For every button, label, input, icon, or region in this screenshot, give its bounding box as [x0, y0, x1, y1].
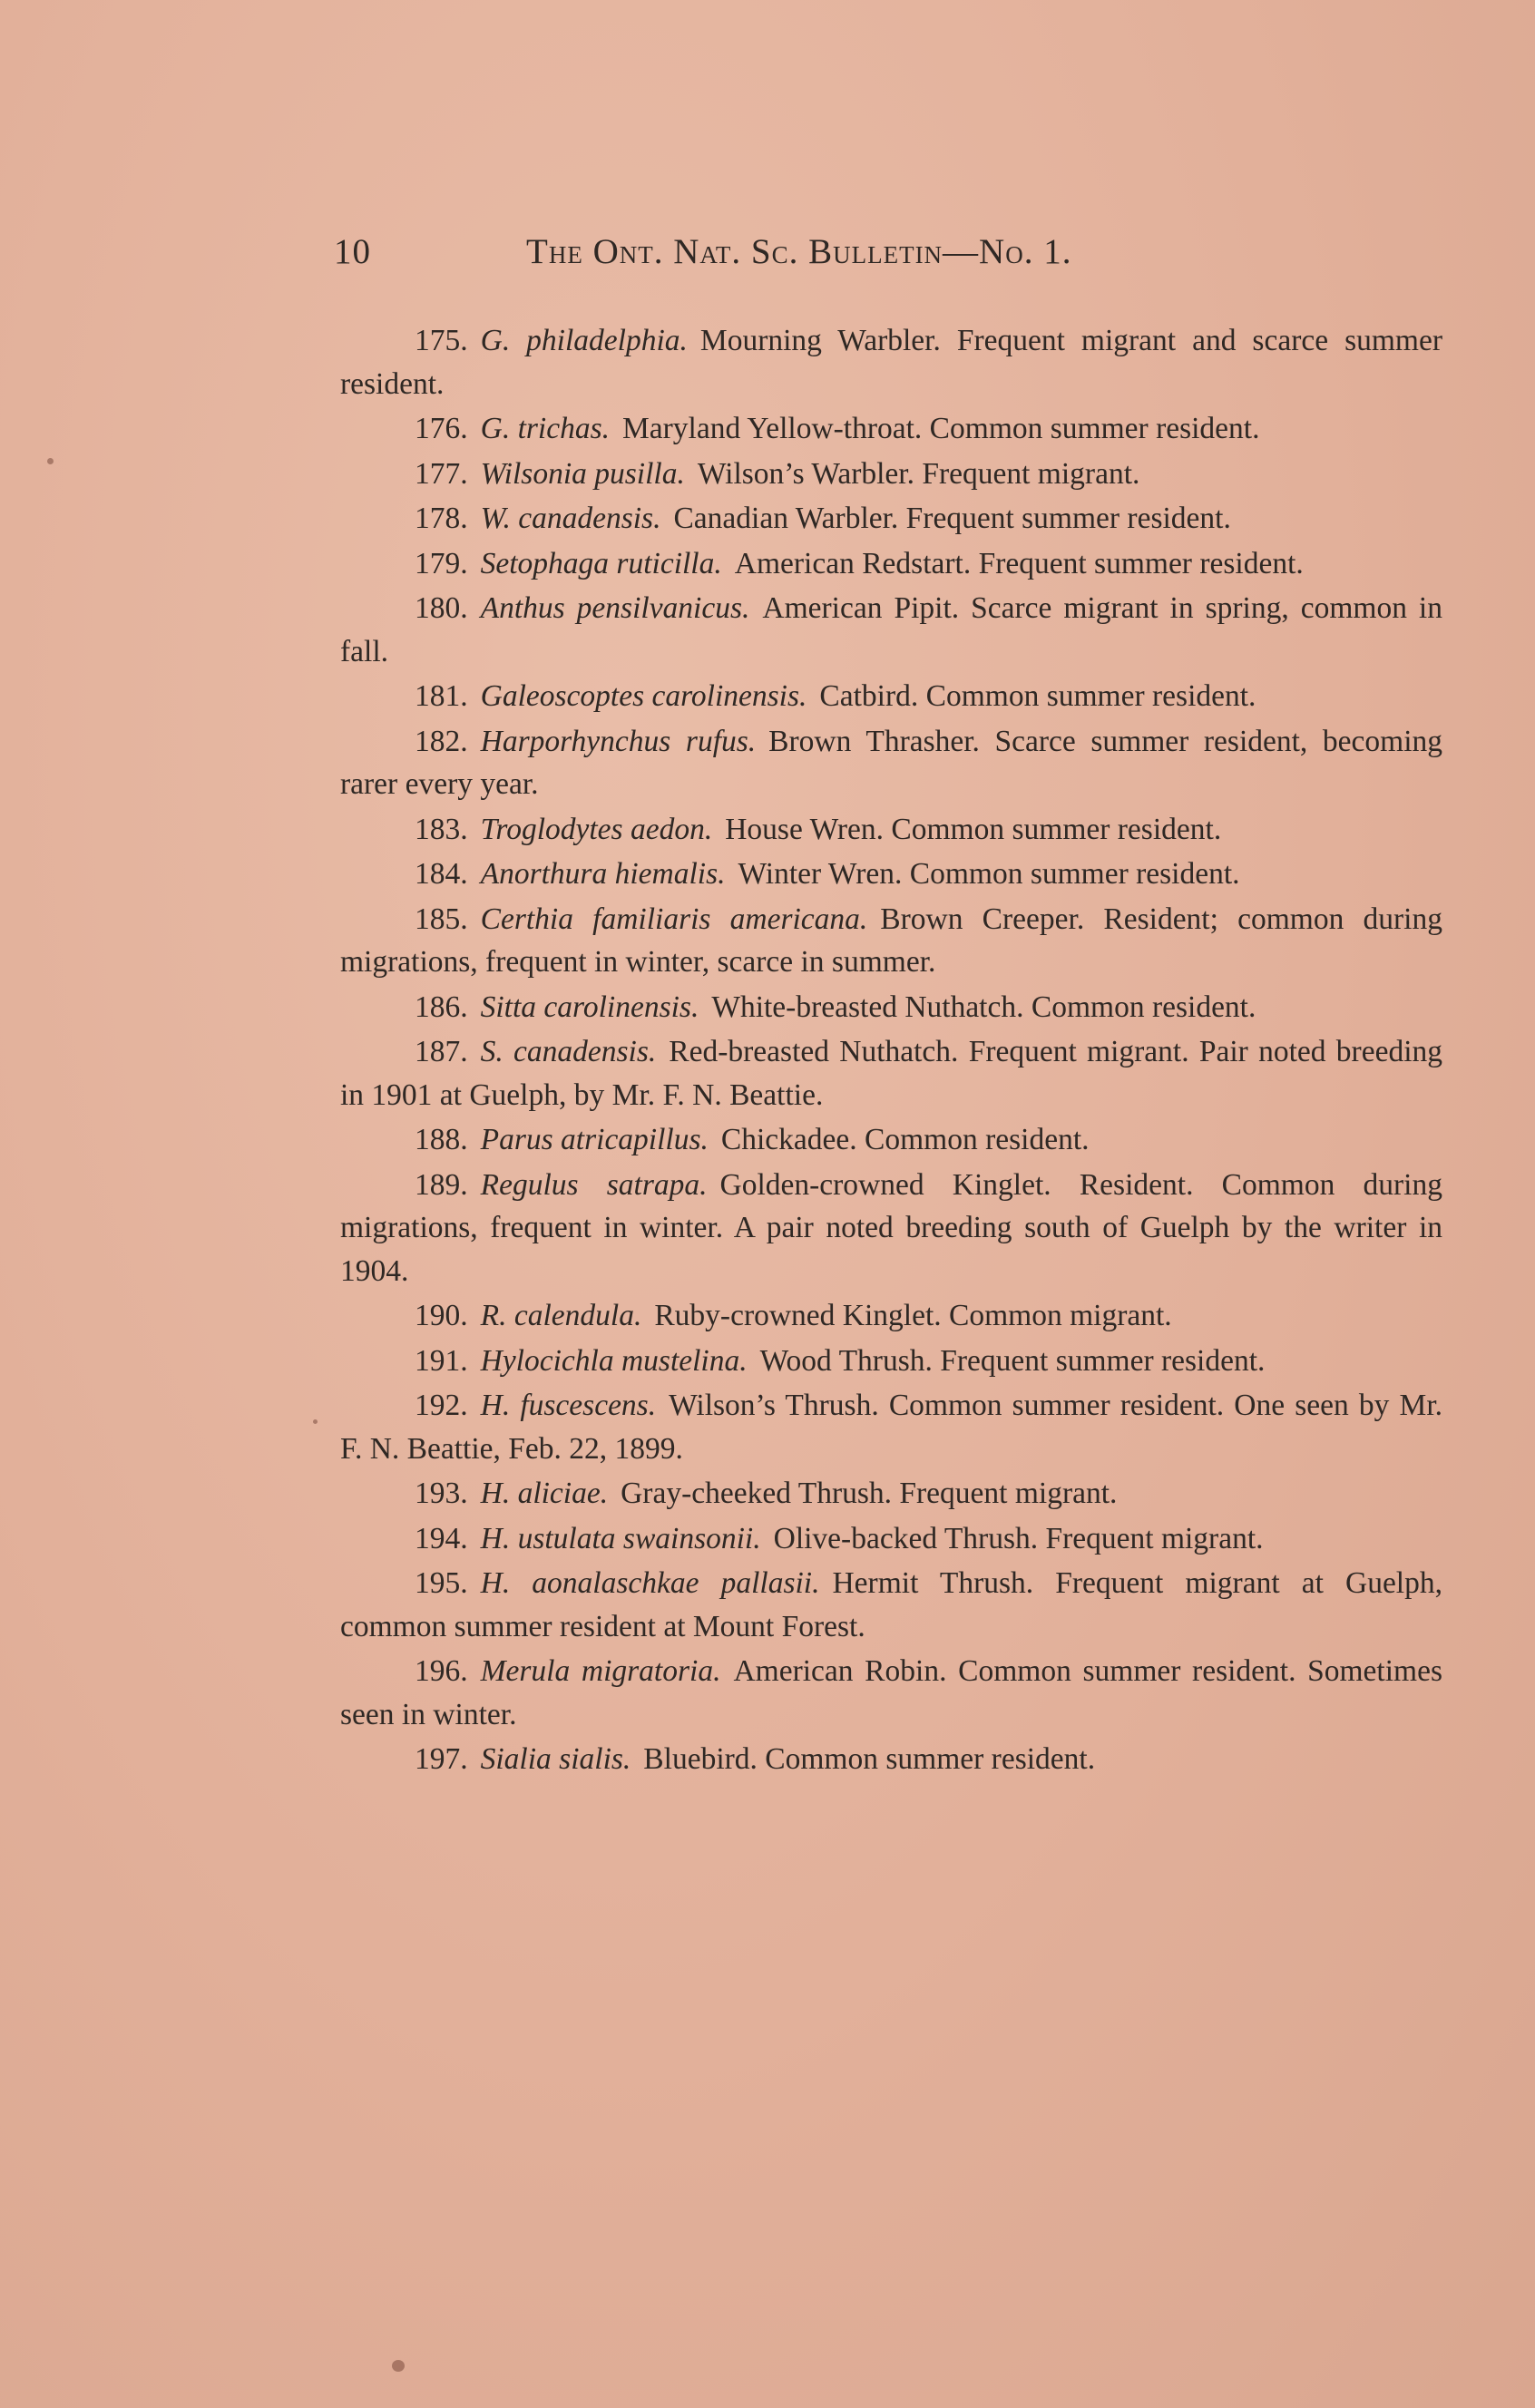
entry-description: Golden-crowned Kinglet. Resident. Common during migrations, frequent in winter. A pair noted breeding south of Guelph by the writer in 1904. — [340, 1167, 1442, 1288]
species-entry — [340, 898, 1442, 984]
entry-description: White-breasted Nuthatch. Common resident. — [711, 990, 1256, 1024]
entry-number: 186. — [415, 990, 468, 1024]
entry-description: American Pipit. Scarce migrant in spring, common in fall. — [340, 591, 1442, 668]
entry-number: 178. — [415, 502, 468, 535]
entry-number: 175. — [415, 324, 468, 357]
entry-description: Gray-cheeked Thrush. Frequent migrant. — [621, 1477, 1118, 1510]
scientific-name: Parus atricapillus. — [480, 1123, 709, 1156]
paper-blemish — [313, 1419, 318, 1424]
species-entry — [340, 675, 1442, 718]
scientific-name: H. aliciae. — [480, 1477, 609, 1510]
entry-description: Bluebird. Common summer resident. — [643, 1742, 1096, 1776]
entry-number: 177. — [415, 456, 468, 491]
species-entry — [340, 587, 1442, 673]
scientific-name: H. fuscescens. — [480, 1389, 657, 1422]
species-entry — [340, 1030, 1442, 1116]
scientific-name: Merula migratoria. — [480, 1654, 721, 1688]
entry-number: 190. — [415, 1299, 468, 1332]
entry-description: Wilson’s Warbler. Frequent migrant. — [697, 456, 1140, 491]
scientific-name: S. canadensis. — [480, 1035, 657, 1068]
species-entry — [340, 1650, 1442, 1736]
entry-number: 197. — [415, 1742, 468, 1776]
scientific-name: G. philadelphia. — [480, 324, 688, 357]
entry-number: 188. — [415, 1123, 468, 1156]
entry-description: House Wren. Common summer resident. — [725, 812, 1222, 846]
scientific-name: Hylocichla mustelina. — [480, 1343, 748, 1378]
entry-number: 183. — [415, 812, 468, 846]
species-entry — [340, 986, 1442, 1029]
scientific-name: Anorthura hiemalis. — [480, 857, 726, 891]
entry-description: Winter Wren. Common summer resident. — [738, 857, 1240, 891]
entry-description: American Redstart. Frequent summer resident. — [734, 546, 1304, 580]
entry-number: 181. — [415, 679, 468, 713]
entry-description: Hermit Thrush. Frequent migrant at Guelph, common summer resident at Mount Forest. — [340, 1566, 1442, 1643]
running-title: The Ont. Nat. Sc. Bulletin—No. 1. — [526, 232, 1072, 271]
scientific-name: H. ustulata swainsonii. — [480, 1521, 761, 1555]
species-entry — [340, 1384, 1442, 1470]
species-entry — [340, 407, 1442, 451]
entry-description: Wilson’s Thrush. Common summer resident. One seen by Mr. F. N. Beattie, Feb. 22, 1899. — [340, 1389, 1443, 1466]
species-list — [340, 319, 1442, 1783]
entry-number: 182. — [415, 724, 468, 758]
page-number: 10 — [334, 232, 371, 271]
species-entry — [340, 542, 1442, 586]
entry-number: 193. — [415, 1477, 468, 1510]
entry-description: Wood Thrush. Frequent summer resident. — [759, 1343, 1266, 1378]
entry-number: 191. — [415, 1343, 468, 1378]
paper-blemish — [47, 458, 54, 464]
entry-number: 180. — [415, 591, 468, 625]
entry-description: American Robin. Common summer resident. Sometimes seen in winter. — [340, 1654, 1442, 1731]
species-entry — [340, 1118, 1442, 1162]
scientific-name: Galeoscoptes carolinensis. — [480, 679, 807, 713]
entry-number: 187. — [415, 1035, 468, 1068]
entry-description: Maryland Yellow-throat. Common summer resident. — [622, 412, 1260, 445]
scientific-name: Regulus satrapa. — [480, 1167, 708, 1202]
species-entry — [340, 1562, 1442, 1648]
entry-number: 195. — [415, 1566, 468, 1600]
scientific-name: Setophaga ruticilla. — [480, 546, 722, 580]
species-entry — [340, 1738, 1442, 1781]
entry-description: Catbird. Common summer resident. — [819, 679, 1256, 713]
entry-number: 184. — [415, 857, 468, 891]
entry-number: 185. — [415, 902, 468, 936]
entry-description: Chickadee. Common resident. — [720, 1123, 1090, 1156]
entry-description: Red-breasted Nuthatch. Frequent migrant. Pair noted breeding in 1901 at Guelph, by Mr. F. N. Beattie. — [340, 1035, 1442, 1112]
entry-number: 179. — [415, 546, 468, 580]
scientific-name: Troglodytes aedon. — [480, 812, 713, 846]
entry-description: Canadian Warbler. Frequent summer resident. — [673, 502, 1231, 535]
species-entry — [340, 808, 1442, 852]
scientific-name: Harporhynchus rufus. — [480, 724, 757, 758]
scientific-name: Wilsonia pusilla. — [480, 456, 685, 491]
entry-number: 189. — [415, 1167, 468, 1202]
scientific-name: H. aonalaschkae pallasii. — [480, 1566, 820, 1600]
species-entry — [340, 1472, 1442, 1516]
entry-number: 192. — [415, 1389, 468, 1422]
species-entry — [340, 1294, 1442, 1338]
scientific-name: Certhia familiaris americana. — [480, 902, 868, 936]
species-entry — [340, 853, 1442, 896]
species-entry — [340, 1164, 1442, 1293]
entry-number: 176. — [415, 412, 468, 445]
species-entry — [340, 1340, 1442, 1383]
entry-description: Mourning Warbler. Frequent migrant and scarce summer resident. — [340, 324, 1442, 401]
scientific-name: G. trichas. — [480, 412, 610, 445]
entry-description: Brown Creeper. Resident; common during migrations, frequent in winter, scarce in summer. — [340, 902, 1442, 979]
scientific-name: Anthus pensilvanicus. — [480, 591, 750, 625]
scientific-name: Sitta carolinensis. — [480, 990, 699, 1024]
entry-number: 194. — [415, 1521, 468, 1555]
entry-description: Ruby-crowned Kinglet. Common migrant. — [654, 1299, 1172, 1332]
species-entry — [340, 319, 1442, 405]
paper-blemish — [392, 2360, 405, 2372]
scientific-name: Sialia sialis. — [480, 1742, 631, 1776]
page-header — [334, 231, 1241, 286]
scientific-name: R. calendula. — [480, 1299, 642, 1332]
species-entry — [340, 1517, 1442, 1561]
scientific-name: W. canadensis. — [480, 502, 661, 535]
entry-description: Olive-backed Thrush. Frequent migrant. — [773, 1521, 1264, 1555]
species-entry — [340, 497, 1442, 541]
entry-number: 196. — [415, 1654, 468, 1688]
entry-description: Brown Thrasher. Scarce summer resident, becoming rarer every year. — [340, 724, 1443, 801]
species-entry — [340, 453, 1442, 496]
species-entry — [340, 720, 1442, 806]
